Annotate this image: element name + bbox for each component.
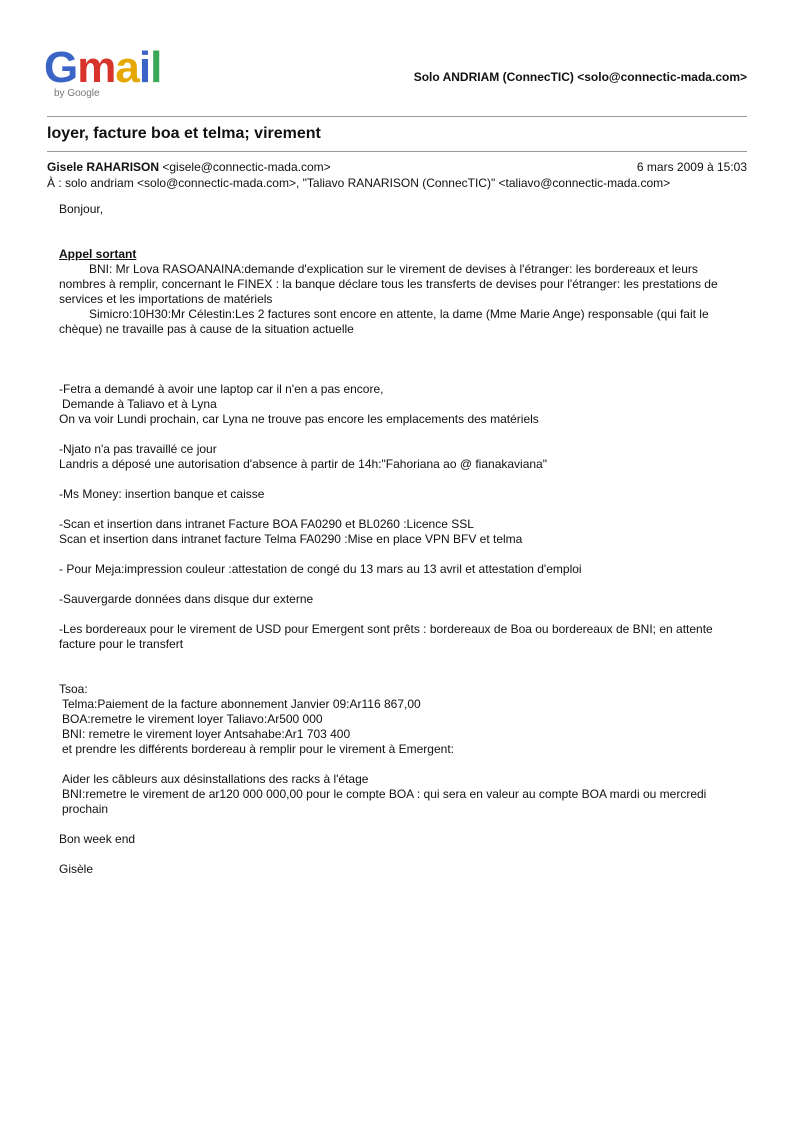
- paragraph-scan-boa: -Scan et insertion dans intranet Facture BOA FA0290 et BL0260 :Licence SSL: [59, 517, 474, 531]
- paragraph-simicro: Simicro:10H30:Mr Célestin:Les 2 factures sont encore en attente, la dame (Mme Marie Ange) responsable (qui fait le chèque) ne travaille pas à cause de la situation actuelle: [59, 307, 709, 336]
- sender-name: Gisele RAHARISON: [47, 160, 160, 174]
- paragraph-njato: -Njato n'a pas travaillé ce jour: [59, 442, 217, 456]
- message-date: 6 mars 2009 à 15:03: [636, 160, 747, 174]
- greeting: Bonjour,: [59, 202, 104, 216]
- top-divider: [47, 116, 747, 117]
- closing: Bon week end: [59, 832, 136, 846]
- task-bni-virement: BNI:remetre le virement de ar120 000 000,00 pour le compte BOA : qui sera en valeur au compte BOA mardi ou mercredi prochain: [62, 787, 707, 816]
- subject-divider: [47, 151, 747, 152]
- paragraph-demande: Demande à Taliavo et à Lyna: [62, 397, 217, 411]
- paragraph-meja: - Pour Meja:impression couleur :attestation de congé du 13 mars au 13 avril et attestation d'emploi: [59, 562, 582, 576]
- task-cableurs: Aider les câbleurs aux désinstallations des racks à l'étage: [62, 772, 369, 786]
- email-subject: loyer, facture boa et telma; virement: [47, 125, 321, 142]
- section-title-appel-sortant: Appel sortant: [59, 247, 137, 261]
- recipients-line: À : solo andriam <solo@connectic-mada.com>, "Taliavo RANARISON (ConnecTIC)" <taliavo@connectic-mada.com>: [47, 176, 671, 190]
- task-telma: Telma:Paiement de la facture abonnement Janvier 09:Ar116 867,00: [62, 697, 421, 711]
- paragraph-bordereaux: -Les bordereaux pour le virement de USD pour Emergent sont prêts : bordereaux de Boa ou bordereaux de BNI; en attente facture pour le transfert: [59, 622, 713, 651]
- paragraph-tsoa: Tsoa:: [59, 682, 88, 696]
- message-body: [59, 202, 734, 877]
- gmail-logo: [44, 44, 184, 106]
- sender-email: <gisele@connectic-mada.com>: [162, 160, 331, 174]
- gmail-logo-text: Gmail: [44, 43, 162, 92]
- account-label: Solo ANDRIAM (ConnecTIC) <solo@connectic-mada.com>: [413, 70, 747, 84]
- paragraph-sauvegarde: -Sauvergarde données dans disque dur externe: [59, 592, 314, 606]
- signature: Gisèle: [59, 862, 94, 876]
- paragraph-lundi: On va voir Lundi prochain, car Lyna ne trouve pas encore les emplacements des matériels: [59, 412, 539, 426]
- paragraph-landris: Landris a déposé une autorisation d'absence à partir de 14h:"Fahoriana ao @ fianakaviana": [59, 457, 547, 471]
- paragraph-bni: BNI: Mr Lova RASOANAINA:demande d'explication sur le virement de devises à l'étranger: les bordereaux et leurs nombres à remplir, concernant le FINEX : la banque déclare tous les transferts de devises pour l'étranger: les prestations de services et les importations de matériels: [59, 262, 718, 306]
- task-bni-loyer: BNI: remetre le virement loyer Antsahabe:Ar1 703 400: [62, 727, 351, 741]
- task-boa: BOA:remetre le virement loyer Taliavo:Ar500 000: [62, 712, 323, 726]
- by-google-label: by Google: [54, 88, 100, 99]
- paragraph-fetra: -Fetra a demandé à avoir une laptop car il n'en a pas encore,: [59, 382, 384, 396]
- sender-line: [47, 160, 747, 174]
- task-bordereau: et prendre les différents bordereau à remplir pour le virement à Emergent:: [62, 742, 454, 756]
- paragraph-ms-money: -Ms Money: insertion banque et caisse: [59, 487, 265, 501]
- paragraph-scan-telma: Scan et insertion dans intranet facture Telma FA0290 :Mise en place VPN BFV et telma: [59, 532, 523, 546]
